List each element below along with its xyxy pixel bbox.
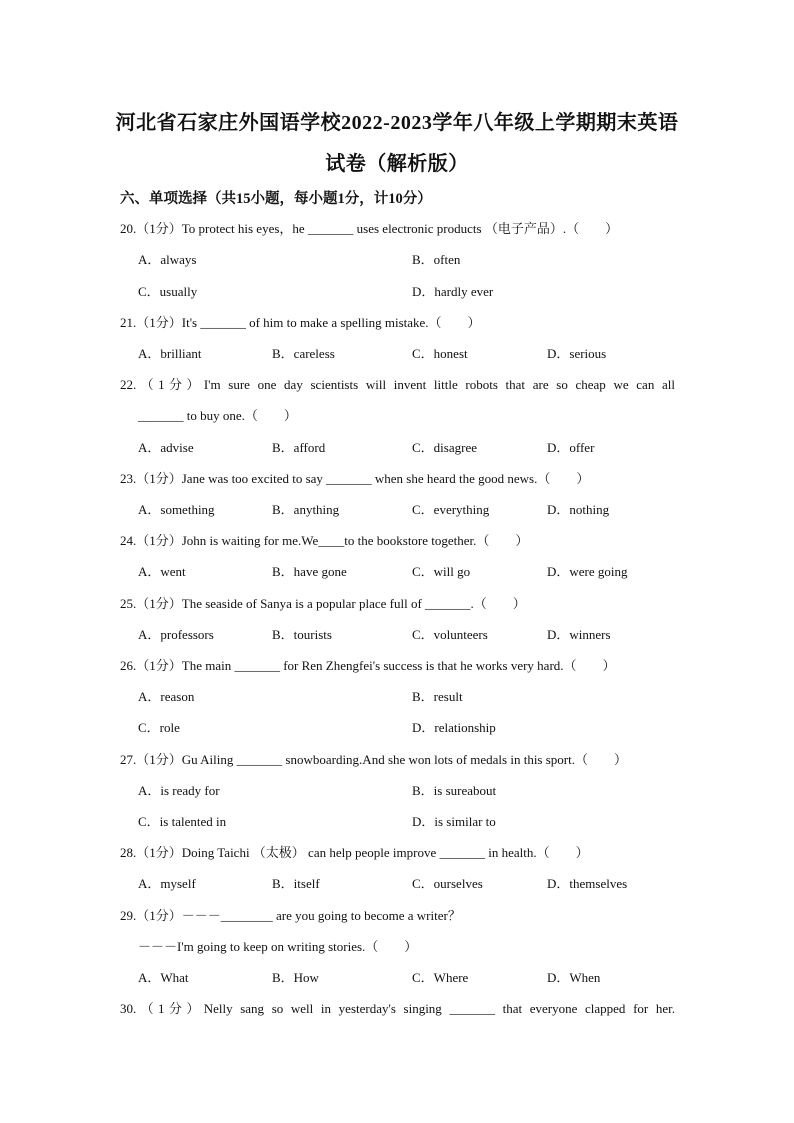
question-21-stem: 21.（1分）It's _______ of him to make a spelling mistake.（ ） — [120, 315, 481, 330]
q22-option-c: C．disagree — [412, 440, 477, 455]
q20-option-d: D．hardly ever — [412, 284, 494, 299]
q29-option-a: A．What — [138, 970, 189, 985]
q23-option-b: B．anything — [272, 502, 340, 517]
question-29-stem-cont: －－－I'm going to keep on writing stories.（ ） — [138, 939, 418, 954]
q20-option-a: A．always — [138, 252, 197, 267]
q21-option-c: C．honest — [412, 346, 468, 361]
q22-option-a: A．advise — [138, 440, 194, 455]
doc-title-line2: 试卷（解析版） — [325, 153, 469, 175]
question-27-stem: 27.（1分）Gu Ailing _______ snowboarding.And she won lots of medals in this sport.（ ） — [120, 752, 627, 767]
question-24-stem: 24.（1分）John is waiting for me.We____to the bookstore together.（ ） — [120, 533, 529, 548]
q29-option-d: D．When — [547, 970, 601, 985]
q25-option-d: D．winners — [547, 627, 611, 642]
q25-option-a: A．professors — [138, 627, 214, 642]
q22-option-d: D．offer — [547, 440, 595, 455]
q20-option-c: C．usually — [138, 284, 198, 299]
q21-option-d: D．serious — [547, 346, 607, 361]
q27-option-b: B．is sureabout — [412, 783, 497, 798]
q28-option-b: B．itself — [272, 876, 320, 891]
question-22-stem: 22.（1分）I'm sure one day scientists will invent little robots that are so cheap we can all — [120, 377, 675, 392]
question-23-stem: 23.（1分）Jane was too excited to say _______ when she heard the good news.（ ） — [120, 471, 590, 486]
q21-option-b: B．careless — [272, 346, 335, 361]
q28-option-a: A．myself — [138, 876, 196, 891]
q27-option-d: D．is similar to — [412, 814, 496, 829]
q26-option-d: D．relationship — [412, 720, 496, 735]
section-heading: 六、单项选择（共15小题，每小题1分，计10分） — [120, 191, 432, 207]
q29-option-b: B．How — [272, 970, 319, 985]
q24-option-b: B．have gone — [272, 564, 347, 579]
question-22-stem-cont: _______ to buy one.（ ） — [138, 408, 297, 423]
q28-option-d: D．themselves — [547, 876, 628, 891]
q21-option-a: A．brilliant — [138, 346, 202, 361]
q24-option-c: C．will go — [412, 564, 471, 579]
question-30-stem: 30.（1分）Nelly sang so well in yesterday's singing _______ that everyone clapped for her. — [120, 1001, 675, 1016]
q29-option-c: C．Where — [412, 970, 469, 985]
q23-option-c: C．everything — [412, 502, 490, 517]
q27-option-a: A．is ready for — [138, 783, 220, 798]
question-28-stem: 28.（1分）Doing Taichi （太极） can help people improve _______ in health.（ ） — [120, 845, 589, 860]
q24-option-a: A．went — [138, 564, 186, 579]
q23-option-d: D．nothing — [547, 502, 610, 517]
q26-option-c: C．role — [138, 720, 180, 735]
question-26-stem: 26.（1分）The main _______ for Ren Zhengfei's success is that he works very hard.（ ） — [120, 658, 616, 673]
q27-option-c: C．is talented in — [138, 814, 227, 829]
q24-option-d: D．were going — [547, 564, 628, 579]
question-29-stem: 29.（1分）－－－________ are you going to become a writer？ — [120, 908, 461, 923]
q25-option-b: B．tourists — [272, 627, 332, 642]
q23-option-a: A．something — [138, 502, 215, 517]
q26-option-a: A．reason — [138, 689, 195, 704]
q22-option-b: B．afford — [272, 440, 326, 455]
q20-option-b: B．often — [412, 252, 461, 267]
q28-option-c: C．ourselves — [412, 876, 483, 891]
doc-title-line1: 河北省石家庄外国语学校2022-2023学年八年级上学期期末英语 — [115, 112, 679, 134]
q26-option-b: B．result — [412, 689, 463, 704]
question-20-stem: 20.（1分）To protect his eyes，he _______ uses electronic products （电子产品）.（ ） — [120, 221, 619, 236]
q25-option-c: C．volunteers — [412, 627, 488, 642]
question-25-stem: 25.（1分）The seaside of Sanya is a popular place full of _______.（ ） — [120, 596, 526, 611]
